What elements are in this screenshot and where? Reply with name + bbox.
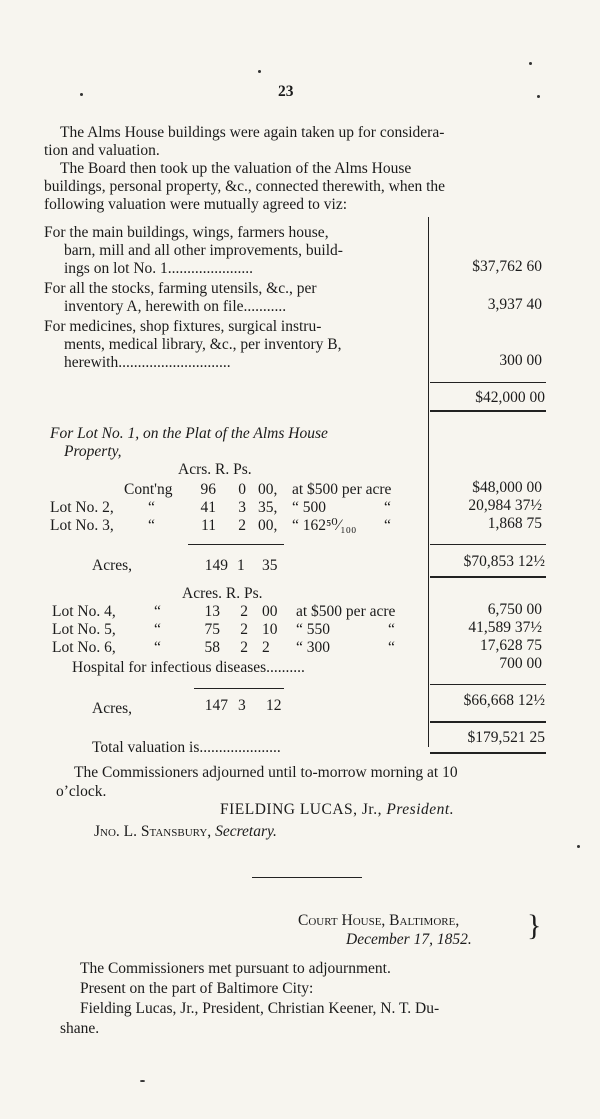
intro-line: tion and valuation. [44,142,160,159]
lot-rate: “ 300 [296,639,331,656]
lot-amount: 1,868 75 [487,515,542,532]
signature-secretary [94,823,277,841]
lot-label: Lot No. 5, [52,621,116,638]
lot-label: Cont'ng [124,481,173,498]
intro-line: following valuation were mutually agreed to viz: [44,196,348,213]
valuation-total-rule [430,410,546,412]
lot-acres: 58 [204,639,220,656]
lot-ps: 2 [262,639,270,656]
lot-table-header: Acres. R. Ps. [182,585,263,602]
page-number: 23 [278,83,294,100]
valuation-amount: $37,762 60 [472,258,542,275]
ditto-mark: “ [384,499,391,516]
lot-ps: 10 [262,621,278,638]
lot-acres: 41 [200,499,216,516]
secretary-title: Secretary. [215,823,277,840]
valuation-total: $42,000 00 [475,389,545,406]
subtotal-acres: 149 [204,557,228,574]
lot-amount: 6,750 00 [487,601,542,618]
valuation-line: barn, mill and all other improvements, build- [64,242,343,259]
section-separator [252,877,362,878]
subtotal-r: 1 [237,557,245,574]
lot-ps: 00 [262,603,278,620]
total-amount: $179,521 25 [467,729,545,746]
lot-r: 3 [238,499,246,516]
closing-line: Present on the part of Baltimore City: [80,980,314,997]
ditto-mark: “ [154,639,161,656]
subtotal-amount: $66,668 12½ [463,692,545,709]
hospital-line: Hospital for infectious diseases.......... [72,659,305,676]
intro-line: The Alms House buildings were again taken up for considera- [60,124,445,141]
total-line: Total valuation is..................... [92,739,281,756]
lot-table-header: Acrs. R. Ps. [178,461,252,478]
lot-label: Lot No. 2, [50,499,114,516]
lot-acres: 75 [204,621,220,638]
lot-rate: “ 500 [292,499,327,516]
acres-rule [188,544,284,545]
valuation-rule [430,382,546,383]
date: December 17, 1852. [346,931,472,948]
lot-rate: “ 550 [296,621,331,638]
valuation-amount: 3,937 40 [487,296,542,313]
ink-speck [140,1080,145,1082]
amount-rule [430,684,546,685]
amount-column-rule [428,217,429,747]
lot-acres: 11 [201,517,216,534]
ink-speck [258,70,261,73]
closing-line: shane. [60,1020,100,1037]
lot-amount: 41,589 37½ [468,619,542,636]
lot-heading: For Lot No. 1, on the Plat of the Alms House [50,425,328,442]
subtotal-label: Acres, [92,700,133,717]
ditto-mark: “ [388,621,395,638]
lot-acres: 13 [204,603,220,620]
intro-line: buildings, personal property, &c., connected therewith, when the [44,178,446,195]
lot-heading-cont: Property, [64,443,122,460]
lot-r: 2 [240,621,248,638]
valuation-amount: 300 00 [499,352,542,369]
signature-president [220,801,454,819]
lot-amount: $48,000 00 [472,479,542,496]
subtotal-rule [430,576,546,578]
ditto-mark: “ [148,499,155,516]
president-name: FIELDING LUCAS, Jr., [220,801,382,818]
total-rule [430,752,546,754]
lot-ps: 00, [258,517,278,534]
intro-line: The Board then took up the valuation of the Alms House [60,160,412,177]
ditto-mark: “ [154,603,161,620]
lot-rate: “ 162⁵⁰⁄₁₀₀ [292,517,357,534]
lot-ps: 00, [258,481,278,498]
valuation-line: ings on lot No. 1...................... [64,260,254,277]
closing-line: Fielding Lucas, Jr., President, Christian Keener, N. T. Du- [80,1000,440,1017]
location: Court House, Baltimore, [298,912,460,929]
lot-label: Lot No. 3, [50,517,114,534]
lot-amount: 17,628 75 [480,637,542,654]
ink-speck [529,62,532,65]
subtotal-acres: 147 [204,697,228,714]
ditto-mark: “ [384,517,391,534]
adjourn-line: o’clock. [56,783,107,800]
subtotal-label: Acres, [92,557,133,574]
valuation-line: For the main buildings, wings, farmers house, [44,224,329,241]
lot-label: Lot No. 6, [52,639,116,656]
lot-amount: 20,984 37½ [468,497,542,514]
lot-rate: at $500 per acre [292,481,392,498]
lot-rate: at $500 per acre [296,603,396,620]
closing-line: The Commissioners met pursuant to adjournment. [80,960,391,977]
lot-r: 2 [240,603,248,620]
lot-acres: 96 [200,481,216,498]
lot-r: 2 [240,639,248,656]
president-title: President. [386,801,455,818]
ink-speck [80,93,83,96]
ditto-mark: “ [148,517,155,534]
adjourn-line: The Commissioners adjourned until to-morrow morning at 10 [74,764,458,781]
valuation-line: inventory A, herewith on file........... [64,298,287,315]
acres-rule [194,688,284,689]
amount-rule [430,544,546,545]
secretary-name: Jno. L. Stansbury, [94,823,212,840]
valuation-line: ments, medical library, &c., per inventory B, [64,336,342,353]
hospital-amount: 700 00 [499,655,542,672]
ditto-mark: “ [388,639,395,656]
subtotal-amount: $70,853 12½ [463,553,545,570]
lot-r: 2 [238,517,246,534]
subtotal-r: 3 [238,697,246,714]
lot-r: 0 [238,481,246,498]
subtotal-ps: 35 [262,557,278,574]
lot-label: Lot No. 4, [52,603,116,620]
ditto-mark: “ [154,621,161,638]
subtotal-ps: 12 [266,697,282,714]
subtotal-rule [430,721,546,723]
ink-speck [577,845,580,848]
valuation-line: herewith............................. [64,354,231,371]
ink-speck [537,95,540,98]
valuation-line: For all the stocks, farming utensils, &c., per [44,280,317,297]
brace-icon: } [527,909,542,942]
valuation-line: For medicines, shop fixtures, surgical instru- [44,318,322,335]
lot-ps: 35, [258,499,278,516]
